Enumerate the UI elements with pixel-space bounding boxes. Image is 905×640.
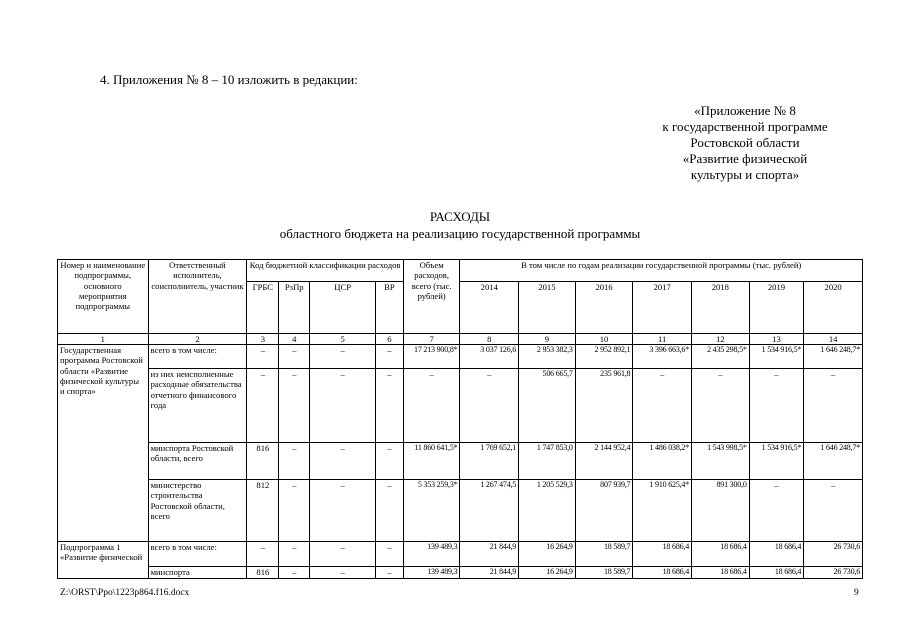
appendix-heading <box>620 103 870 183</box>
csr-cell: – <box>310 443 376 480</box>
column-number: 13 <box>749 334 804 345</box>
year-value-cell: – <box>633 369 692 443</box>
column-number: 6 <box>376 334 404 345</box>
total-cell: 17 213 900,8* <box>403 345 460 369</box>
year-value-cell: 1 486 038,2* <box>633 443 692 480</box>
page-number: 9 <box>854 588 859 598</box>
table-row <box>58 480 863 542</box>
responsible-cell: минспорта <box>148 567 247 579</box>
table-row <box>58 345 863 369</box>
total-cell: 139 489,3 <box>403 542 460 567</box>
year-value-cell: 3 396 663,6* <box>633 345 692 369</box>
header-year: 2017 <box>633 282 692 334</box>
total-cell: – <box>403 369 460 443</box>
year-value-cell: 506 665,7 <box>519 369 576 443</box>
year-value-cell: 21 844,9 <box>460 567 519 579</box>
year-value-cell: – <box>692 369 750 443</box>
column-number: 12 <box>692 334 750 345</box>
column-number: 1 <box>58 334 149 345</box>
column-number: 4 <box>279 334 310 345</box>
year-value-cell: 2 144 952,4 <box>575 443 633 480</box>
year-value-cell: 807 939,7 <box>575 480 633 542</box>
vr-cell: – <box>376 369 404 443</box>
year-value-cell: 26 730,6 <box>804 567 863 579</box>
year-value-cell: 18 686,4 <box>692 567 750 579</box>
year-value-cell: 1 910 625,4* <box>633 480 692 542</box>
grbs-cell: 816 <box>247 567 279 579</box>
total-cell: 5 353 259,3* <box>403 480 460 542</box>
year-value-cell: – <box>749 369 804 443</box>
header-vr: ВР <box>376 282 404 334</box>
header-year: 2016 <box>575 282 633 334</box>
year-value-cell: 18 686,4 <box>749 542 804 567</box>
appendix-line: «Развитие физической <box>682 151 808 166</box>
grbs-cell: 812 <box>247 480 279 542</box>
header-grbs: ГРБС <box>247 282 279 334</box>
year-value-cell: 1 646 248,7* <box>804 443 863 480</box>
year-value-cell: 1 534 916,5* <box>749 443 804 480</box>
year-value-cell: 1 646 248,7* <box>804 345 863 369</box>
year-value-cell: 18 686,4 <box>749 567 804 579</box>
header-by-years: В том числе по годам реализации государственной программы (тыс. рублей) <box>460 260 863 282</box>
total-cell: 11 860 641,5* <box>403 443 460 480</box>
table-row <box>58 542 863 567</box>
csr-cell: – <box>310 369 376 443</box>
year-value-cell: 1 543 998,5* <box>692 443 750 480</box>
document-title: РАСХОДЫ <box>429 209 491 224</box>
header-volume: Объем расходов, всего (тыс. рублей) <box>403 260 460 334</box>
appendix-line: к государственной программе <box>662 119 828 134</box>
year-value-cell: 21 844,9 <box>460 542 519 567</box>
header-year: 2014 <box>460 282 519 334</box>
budget-table <box>57 259 863 579</box>
year-value-cell: 3 037 126,6 <box>460 345 519 369</box>
year-value-cell: 2 435 298,5* <box>692 345 750 369</box>
year-value-cell: 1 747 853,0 <box>519 443 576 480</box>
year-value-cell: 891 300,0 <box>692 480 750 542</box>
table-row <box>58 443 863 480</box>
year-value-cell: 16 264,9 <box>519 567 576 579</box>
header-csr: ЦСР <box>310 282 376 334</box>
column-number: 10 <box>575 334 633 345</box>
header-budget-code: Код бюджетной классификации расходов <box>247 260 403 282</box>
csr-cell: – <box>310 567 376 579</box>
year-value-cell: 26 730,6 <box>804 542 863 567</box>
appendix-line: культуры и спорта» <box>690 167 800 182</box>
table-row <box>58 369 863 443</box>
footer-file-path: Z:\ORST\Ppo\1223p864.f16.docx <box>60 588 190 598</box>
header-name: Номер и наименование подпрограммы, основного мероприятия подпрограммы <box>58 260 149 334</box>
year-value-cell: 18 686,4 <box>633 567 692 579</box>
appendix-line: «Приложение № 8 <box>694 103 796 118</box>
year-value-cell: – <box>804 480 863 542</box>
year-value-cell: – <box>804 369 863 443</box>
header-responsible: Ответственный исполнитель, соисполнитель, участник <box>148 260 247 334</box>
year-value-cell: 1 205 529,3 <box>519 480 576 542</box>
column-number: 11 <box>633 334 692 345</box>
year-value-cell: 16 264,9 <box>519 542 576 567</box>
responsible-cell: всего в том числе: <box>148 345 247 369</box>
column-number: 9 <box>519 334 576 345</box>
csr-cell: – <box>310 542 376 567</box>
year-value-cell: 18 589,7 <box>575 567 633 579</box>
header-year: 2020 <box>804 282 863 334</box>
grbs-cell: 816 <box>247 443 279 480</box>
year-value-cell: 1 267 474,5 <box>460 480 519 542</box>
grbs-cell: – <box>247 542 279 567</box>
responsible-cell: министерство строительства Ростовской области, всего <box>148 480 247 542</box>
column-number: 5 <box>310 334 376 345</box>
rzpr-cell: – <box>279 567 310 579</box>
year-value-cell: 235 961,8 <box>575 369 633 443</box>
header-rzpr: РзПр <box>279 282 310 334</box>
column-number: 8 <box>460 334 519 345</box>
year-value-cell: 18 686,4 <box>692 542 750 567</box>
year-value-cell: 1 769 652,1 <box>460 443 519 480</box>
rzpr-cell: – <box>279 369 310 443</box>
appendix-line: Ростовской области <box>690 135 800 150</box>
year-value-cell: 2 953 382,3 <box>519 345 576 369</box>
column-number-row <box>58 334 863 345</box>
vr-cell: – <box>376 542 404 567</box>
total-cell: 139 489,3 <box>403 567 460 579</box>
vr-cell: – <box>376 567 404 579</box>
year-value-cell: – <box>749 480 804 542</box>
program-name-cell: Государственная программа Ростовской области «Развитие физической культуры и спорта» <box>58 345 149 542</box>
rzpr-cell: – <box>279 345 310 369</box>
csr-cell: – <box>310 345 376 369</box>
grbs-cell: – <box>247 345 279 369</box>
column-number: 2 <box>148 334 247 345</box>
grbs-cell: – <box>247 369 279 443</box>
responsible-cell: минспорта Ростовской области, всего <box>148 443 247 480</box>
vr-cell: – <box>376 443 404 480</box>
year-value-cell: 2 952 892,1 <box>575 345 633 369</box>
header-year: 2018 <box>692 282 750 334</box>
column-number: 14 <box>804 334 863 345</box>
year-value-cell: 18 589,7 <box>575 542 633 567</box>
vr-cell: – <box>376 480 404 542</box>
year-value-cell: 18 686,4 <box>633 542 692 567</box>
column-number: 3 <box>247 334 279 345</box>
header-year: 2019 <box>749 282 804 334</box>
column-number: 7 <box>403 334 460 345</box>
document-subtitle: областного бюджета на реализацию государственной программы <box>279 226 641 241</box>
vr-cell: – <box>376 345 404 369</box>
year-value-cell: – <box>460 369 519 443</box>
rzpr-cell: – <box>279 542 310 567</box>
csr-cell: – <box>310 480 376 542</box>
document-title-block <box>130 208 790 242</box>
intro-text: 4. Приложения № 8 – 10 изложить в редакции: <box>100 72 358 87</box>
year-value-cell: 1 534 916,5* <box>749 345 804 369</box>
subprogram-name-cell: Подпрограмма 1 «Развитие физической <box>58 542 149 579</box>
rzpr-cell: – <box>279 443 310 480</box>
rzpr-cell: – <box>279 480 310 542</box>
responsible-cell: всего в том числе: <box>148 542 247 567</box>
header-year: 2015 <box>519 282 576 334</box>
table-row <box>58 567 863 579</box>
responsible-cell: из них неисполненные расходные обязательства отчетного финансового года <box>148 369 247 443</box>
